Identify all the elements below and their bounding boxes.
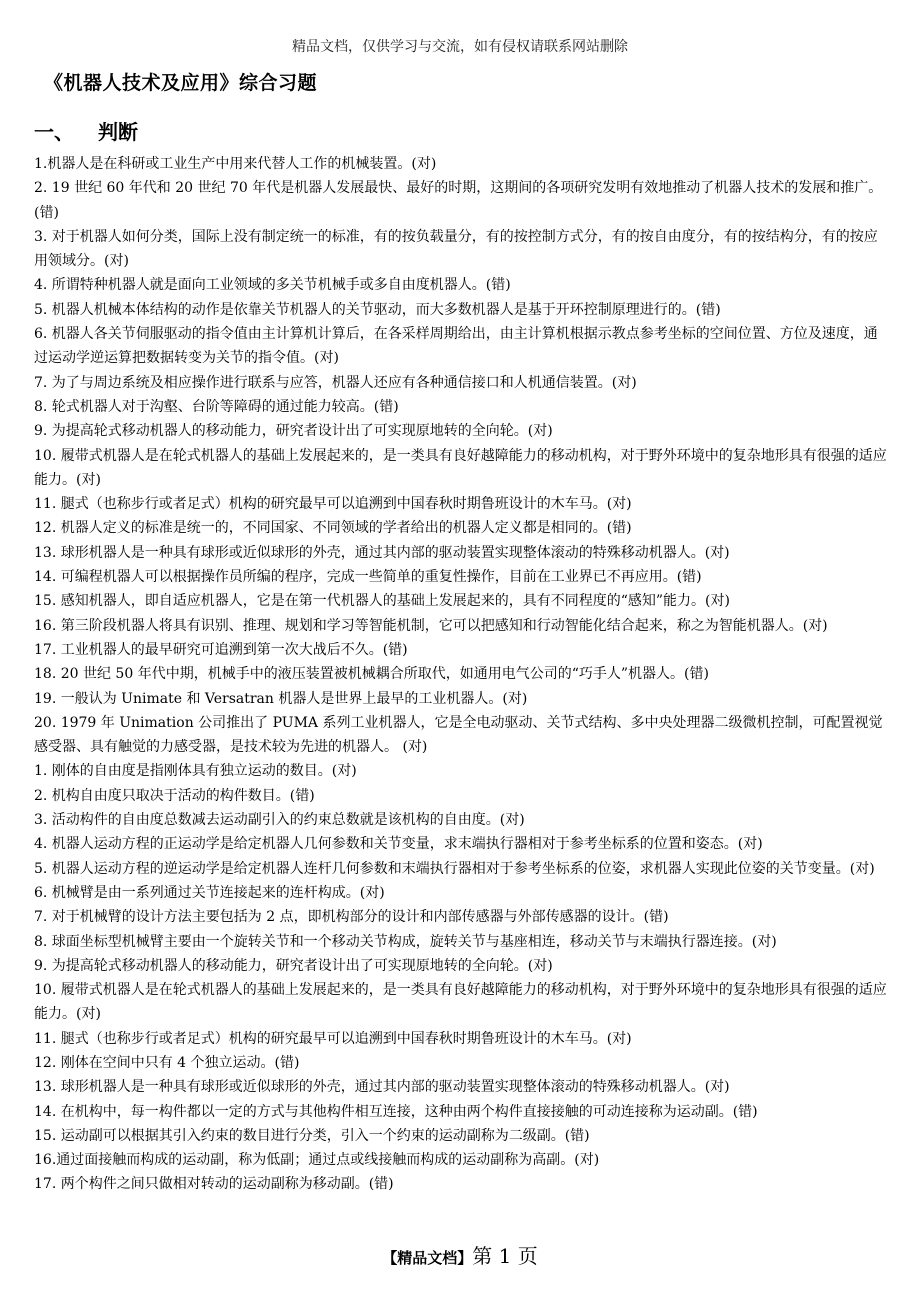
question-item: 1.机器人是在科研或工业生产中用来代替人工作的机械装置。(对) [34,156,437,172]
question-item: 10. 履带式机器人是在轮式机器人的基础上发展起来的，是一类具有良好越障能力的移动机构，对于野外环境中的复杂地形具有很强的适应能力。(对) [34,447,887,488]
page-footer [0,1240,920,1269]
section-title: 判断 [98,120,138,144]
question-item: 6. 机器人各关节伺服驱动的指令值由主计算机计算后，在各采样周期给出，由主计算机根据示教点参考坐标的空间位置、方位及速度，通过运动学逆运算把数据转变为关节的指令值。(对) [34,326,878,367]
question-item: 13. 球形机器人是一种具有球形或近似球形的外壳，通过其内部的驱动装置实现整体滚动的特殊移动机器人。(对) [34,544,730,561]
question-item: 19. 一般认为 Unimate 和 Versatran 机器人是世界上最早的工业机器人。(对) [34,690,528,707]
question-item: 11. 腿式（也称步行或者足式）机构的研究最早可以追溯到中国春秋时期鲁班设计的木车马。(对) [34,1030,632,1047]
question-item: 9. 为提高轮式移动机器人的移动能力，研究者设计出了可实现原地转的全向轮。(对) [34,957,553,974]
question-item: 3. 对于机器人如何分类，国际上没有制定统一的标准，有的按负载量分，有的按控制方式分，有的按自由度分，有的按结构分，有的按应用领域分。(对) [34,228,878,270]
footer-label: 【精品文档】 [382,1249,473,1267]
question-item: 4. 机器人运动方程的正运动学是给定机器人几何参数和关节变量，求末端执行器相对于参考坐标系的位置和姿态。(对) [34,836,763,853]
question-item: 16.通过面接触而构成的运动副，称为低副；通过点或线接触而构成的运动副称为高副。(对) [34,1152,600,1169]
header-watermark: 精品文档，仅供学习与交流，如有侵权请联系网站删除 [292,39,628,55]
question-item: 3. 活动构件的自由度总数减去运动副引入的约束总数就是该机构的自由度。(对) [34,812,525,829]
section-heading [34,116,138,145]
question-item: 15. 运动副可以根据其引入约束的数目进行分类，引入一个约束的运动副称为二级副。(错) [34,1127,590,1144]
question-item: 7. 对于机械臂的设计方法主要包括为 2 点，即机构部分的设计和内部传感器与外部传感器的设计。(错) [34,909,669,926]
page-number: 第 1 页 [472,1244,538,1268]
question-item: 9. 为提高轮式移动机器人的移动能力，研究者设计出了可实现原地转的全向轮。(对) [34,423,553,440]
question-item: 16. 第三阶段机器人将具有识别、推理、规划和学习等智能机制，它可以把感知和行动智能化结合起来，称之为智能机器人。(对) [34,617,828,634]
question-item: 14. 在机构中，每一构件都以一定的方式与其他构件相互连接，这种由两个构件直接接触的可动连接称为运动副。(错) [34,1103,758,1120]
question-list [34,152,890,1197]
question-item: 11. 腿式（也称步行或者足式）机构的研究最早可以追溯到中国春秋时期鲁班设计的木车马。(对) [34,496,632,513]
question-item: 14. 可编程机器人可以根据操作员所编的程序，完成一些简单的重复性操作，目前在工业界已不再应用。(错) [34,569,702,586]
question-item: 17. 两个构件之间只做相对转动的运动副称为移动副。(错) [34,1176,394,1193]
question-item: 8. 轮式机器人对于沟壑、台阶等障碍的通过能力较高。(错) [34,398,399,415]
question-item: 5. 机器人机械本体结构的动作是依靠关节机器人的关节驱动，而大多数机器人是基于开环控制原理进行的。(错) [34,301,721,318]
question-item: 13. 球形机器人是一种具有球形或近似球形的外壳，通过其内部的驱动装置实现整体滚动的特殊移动机器人。(对) [34,1079,730,1096]
section-number: 一、 [34,120,74,144]
question-item: 1. 刚体的自由度是指刚体具有独立运动的数目。(对) [34,763,357,780]
question-item: 17. 工业机器人的最早研究可追溯到第一次大战后不久。(错) [34,641,408,658]
question-item: 6. 机械臂是由一系列通过关节连接起来的连杆构成。(对) [34,884,385,901]
question-item: 8. 球面坐标型机械臂主要由一个旋转关节和一个移动关节构成，旋转关节与基座相连，移动关节与末端执行器连接。(对) [34,933,777,950]
document-title: 《机器人技术及应用》综合习题 [44,72,318,94]
question-item: 4. 所谓特种机器人就是面向工业领域的多关节机械手或多自由度机器人。(错) [34,277,511,294]
question-item: 10. 履带式机器人是在轮式机器人的基础上发展起来的，是一类具有良好越障能力的移动机构，对于野外环境中的复杂地形具有很强的适应能力。(对) [34,982,887,1023]
question-item: 18. 20 世纪 50 年代中期，机械手中的液压装置被机械耦合所取代，如通用电气公司的“巧手人”机器人。(错) [34,666,709,683]
question-item: 2. 19 世纪 60 年代和 20 世纪 70 年代是机器人发展最快、最好的时期，这期间的各项研究发明有效地推动了机器人技术的发展和推广。(错) [34,180,883,221]
question-item: 12. 刚体在空间中只有 4 个独立运动。(错) [34,1054,300,1071]
question-item: 15. 感知机器人，即自适应机器人，它是在第一代机器人的基础上发展起来的，具有不同程度的“感知”能力。(对) [34,593,730,610]
question-item: 5. 机器人运动方程的逆运动学是给定机器人连杆几何参数和末端执行器相对于参考坐标系的位姿，求机器人实现此位姿的关节变量。(对) [34,860,875,877]
question-item: 12. 机器人定义的标准是统一的，不同国家、不同领域的学者给出的机器人定义都是相同的。(错) [34,520,632,537]
question-item: 20. 1979 年 Unimation 公司推出了 PUMA 系列工业机器人，它是全电动驱动、关节式结构、多中央处理器二级微机控制，可配置视觉感受器、具有触觉的力感受器，是技术较为先进的机器人。 (对) [34,714,883,756]
question-item: 7. 为了与周边系统及相应操作进行联系与应答，机器人还应有各种通信接口和人机通信装置。(对) [34,374,637,391]
question-item: 2. 机构自由度只取决于活动的构件数目。(错) [34,787,315,804]
